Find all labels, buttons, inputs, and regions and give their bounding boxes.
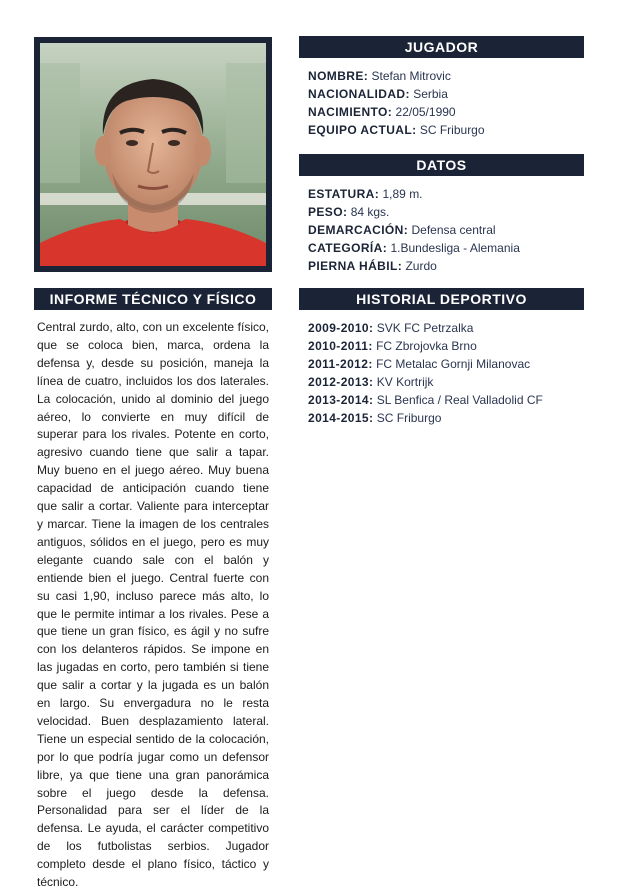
history-row: [308, 373, 543, 391]
club-name: KV Kortrijk: [376, 375, 434, 389]
club-name: SVK FC Petrzalka: [376, 321, 474, 335]
club-name: FC Metalac Gornji Milanovac: [376, 357, 531, 371]
history-row: [308, 409, 543, 427]
field-label: PESO:: [308, 205, 348, 219]
player-photo: [40, 43, 266, 266]
field-label: CATEGORÍA:: [308, 241, 388, 255]
field-value: Stefan Mitrovic: [371, 69, 451, 83]
field-value: 1,89 m.: [382, 187, 423, 201]
field-value: Zurdo: [405, 259, 437, 273]
field-value: SC Friburgo: [419, 123, 485, 137]
history-list: [308, 319, 543, 427]
field-label: PIERNA HÁBIL:: [308, 259, 403, 273]
field-label: ESTATURA:: [308, 187, 380, 201]
category-row: [308, 239, 520, 257]
player-team-row: [308, 121, 485, 139]
field-label: NACIMIENTO:: [308, 105, 393, 119]
season-label: 2013-2014:: [308, 393, 374, 407]
weight-row: [308, 203, 520, 221]
field-value: 22/05/1990: [395, 105, 456, 119]
history-row: [308, 337, 543, 355]
history-section-header: HISTORIAL DEPORTIVO: [299, 288, 584, 310]
club-name: SC Friburgo: [376, 411, 442, 425]
data-section-header: DATOS: [299, 154, 584, 176]
player-name-row: [308, 67, 485, 85]
player-photo-frame: [34, 37, 272, 272]
club-name: SL Benfica / Real Valladolid CF: [376, 393, 543, 407]
player-nationality-row: [308, 85, 485, 103]
field-label: EQUIPO ACTUAL:: [308, 123, 417, 137]
field-label: DEMARCACIÓN:: [308, 223, 409, 237]
history-row: [308, 391, 543, 409]
field-label: NOMBRE:: [308, 69, 369, 83]
season-label: 2014-2015:: [308, 411, 374, 425]
season-label: 2012-2013:: [308, 375, 374, 389]
history-row: [308, 355, 543, 373]
player-section-header: JUGADOR: [299, 36, 584, 58]
history-row: [308, 319, 543, 337]
season-label: 2011-2012:: [308, 357, 373, 371]
data-info: [308, 185, 520, 275]
field-label: NACIONALIDAD:: [308, 87, 410, 101]
club-name: FC Zbrojovka Brno: [376, 339, 477, 353]
season-label: 2010-2011:: [308, 339, 373, 353]
field-value: 1.Bundesliga - Alemania: [390, 241, 520, 255]
field-value: Defensa central: [411, 223, 496, 237]
field-value: Serbia: [413, 87, 448, 101]
player-info: [308, 67, 485, 139]
report-section-header: INFORME TÉCNICO Y FÍSICO: [34, 288, 272, 310]
player-birth-row: [308, 103, 485, 121]
season-label: 2009-2010:: [308, 321, 374, 335]
foot-row: [308, 257, 520, 275]
field-value: 84 kgs.: [350, 205, 390, 219]
report-text: Central zurdo, alto, con un excelente físico, que se coloca bien, marca, ordena la defensa y, desde su posición, maneja la línea de cuatro, incluidos los dos laterales. La colocación, unido al dominio del juego aéreo, lo convierte en muy difícil de superar para los rivales. Potente en corto, agresivo cuando tiene que salir a tapar. Muy bueno en el juego aéreo. Muy buena capacidad de anticipación cuando tiene que salir a cortar. Valiente para interceptar y marcar. Tiene la imagen de los centrales antiguos, sólidos en el juego, pero es muy elegante cuando sale con el balón y entiende bien el juego. Central fuerte con su casi 1,90, incluso parece más alto, lo que le permite intimar a los rivales. Pese a que tiene un gran físico, es ágil y no sufre con los delanteros rápidos. Se impone en las jugadas en corto, pero también si tiene que salir a cortar y la jugada es un balón en largo. Su envergadura no le resta velocidad. Buen desplazamiento lateral. Tiene un especial sentido de la colocación, por lo que podría jugar como un defensor libre, ya que tiene una gran panorámica sobre el juego desde la defensa. Personalidad para ser el líder de la defensa. Le ayuda, el carácter competitivo de los futbolistas serbios. Jugador completo desde el plano físico, táctico y técnico.: [37, 320, 269, 890]
height-row: [308, 185, 520, 203]
position-row: [308, 221, 520, 239]
